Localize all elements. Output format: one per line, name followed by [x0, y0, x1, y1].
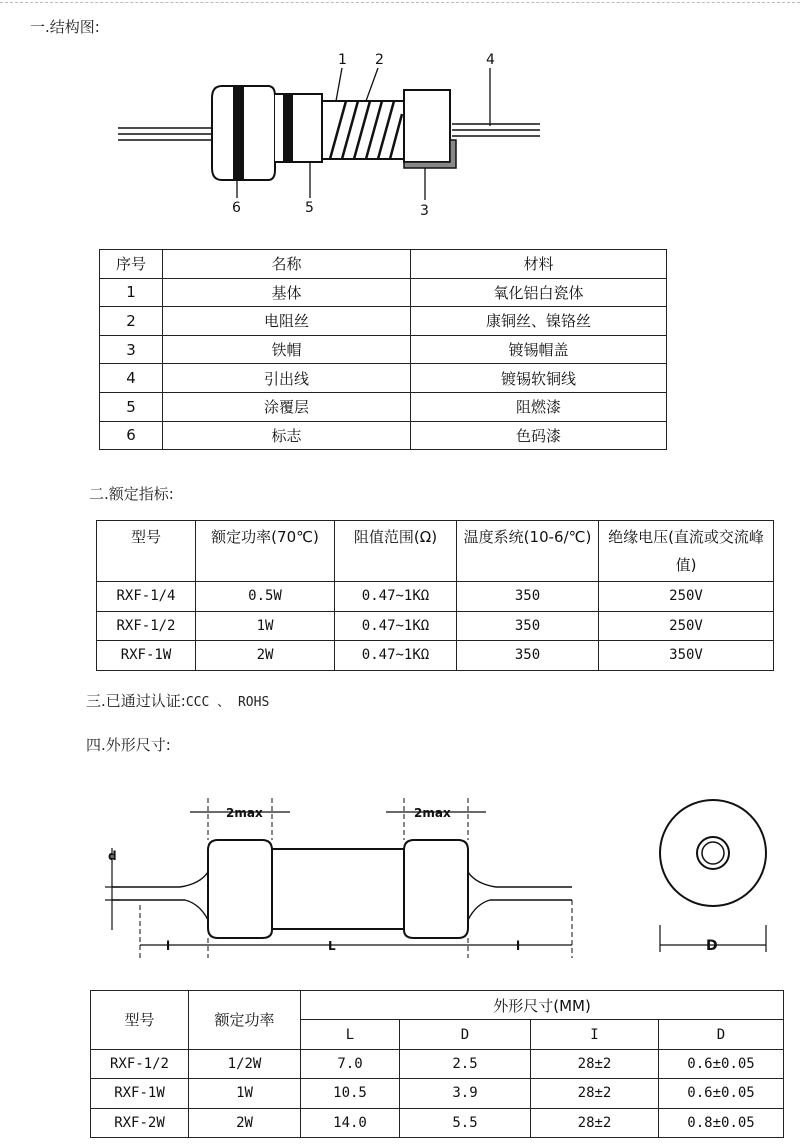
table-row: [91, 1079, 784, 1108]
header-cell: 序号: [100, 250, 163, 279]
table-header-row: [97, 521, 774, 582]
right-end-cap: [404, 90, 450, 162]
table-cell: 28±2: [531, 1108, 659, 1137]
header-cell: 材料: [411, 250, 667, 279]
table-cell: 铁帽: [163, 335, 411, 364]
table-cell: 350: [457, 582, 599, 612]
table-cell: 镀锡帽盖: [411, 335, 667, 364]
table-cell: 5.5: [400, 1108, 531, 1137]
table-cell: RXF-1/2: [97, 611, 196, 641]
table-cell: 250V: [599, 611, 774, 641]
table-cell: RXF-1W: [91, 1079, 189, 1108]
dimension-right-cap: [404, 840, 468, 938]
table-cell: 3.9: [400, 1079, 531, 1108]
color-band-1: [233, 86, 244, 180]
table-cell: 250V: [599, 582, 774, 612]
color-band-2: [283, 94, 293, 162]
header-cell: 型号: [91, 991, 189, 1050]
materials-table: [99, 249, 667, 450]
section-ratings-title: 二.额定指标:: [89, 485, 174, 503]
table-cell: 康铜丝、镍铬丝: [411, 307, 667, 336]
table-cell: 0.6±0.05: [659, 1079, 784, 1108]
header-cell: 额定功率: [189, 991, 301, 1050]
header-cell: 绝缘电压(直流或交流峰值): [599, 521, 774, 582]
callout-2: 2: [375, 52, 384, 68]
label-cap-left: 2max: [226, 806, 263, 820]
table-row: [91, 1108, 784, 1137]
table-cell: 1/2W: [189, 1049, 301, 1078]
table-cell: 镀锡软铜线: [411, 364, 667, 393]
table-cell: RXF-1/2: [91, 1049, 189, 1078]
table-cell: 涂覆层: [163, 392, 411, 421]
header-cell: 额定功率(70℃): [196, 521, 335, 582]
header-cell: 名称: [163, 250, 411, 279]
table-cell: 电阻丝: [163, 307, 411, 336]
table-header-row: [100, 250, 667, 279]
table-cell: 引出线: [163, 364, 411, 393]
table-cell: 28±2: [531, 1049, 659, 1078]
table-cell: 6: [100, 421, 163, 450]
dimension-diagram: [0, 780, 800, 970]
table-cell: 5: [100, 392, 163, 421]
header-cell: 阻值范围(Ω): [335, 521, 457, 582]
section-dimensions-title: 四.外形尺寸:: [86, 736, 171, 754]
table-cell: 0.8±0.05: [659, 1108, 784, 1137]
label-lead-diameter: d: [108, 849, 117, 863]
table-cell: RXF-2W: [91, 1108, 189, 1137]
table-cell: 氧化铝白瓷体: [411, 278, 667, 307]
table-cell: 0.47~1KΩ: [335, 611, 457, 641]
table-cell: 1: [100, 278, 163, 307]
header-cell: I: [531, 1020, 659, 1049]
label-cap-right: 2max: [414, 806, 451, 820]
end-view-diagram: [660, 800, 766, 906]
table-cell: 基体: [163, 278, 411, 307]
table-cell: 350: [457, 641, 599, 671]
table-cell: 0.6±0.05: [659, 1049, 784, 1078]
header-cell: D: [400, 1020, 531, 1049]
header-group-cell: 外形尺寸(MM): [301, 991, 784, 1020]
table-cell: 2: [100, 307, 163, 336]
table-row: [91, 1049, 784, 1078]
table-cell: 2W: [196, 641, 335, 671]
table-cell: RXF-1/4: [97, 582, 196, 612]
label-lead-length-right: l: [516, 939, 521, 953]
section-structure-title: 一.结构图:: [30, 18, 100, 36]
dimension-body: [272, 849, 404, 929]
table-row: [100, 364, 667, 393]
header-cell: D: [659, 1020, 784, 1049]
table-cell: 1W: [196, 611, 335, 641]
table-row: [100, 421, 667, 450]
ratings-table: [96, 520, 774, 671]
header-cell: L: [301, 1020, 400, 1049]
table-cell: 350V: [599, 641, 774, 671]
table-row: [97, 582, 774, 612]
table-cell: 0.47~1KΩ: [335, 641, 457, 671]
table-cell: 阻燃漆: [411, 392, 667, 421]
label-diameter: D: [706, 938, 718, 954]
header-cell: 型号: [97, 521, 196, 582]
table-cell: 14.0: [301, 1108, 400, 1137]
table-cell: 3: [100, 335, 163, 364]
table-cell: 1W: [189, 1079, 301, 1108]
table-row: [97, 641, 774, 671]
section-certification: [86, 690, 269, 711]
dimensions-table: [90, 990, 784, 1138]
table-cell: 标志: [163, 421, 411, 450]
callout-6: 6: [232, 200, 241, 216]
table-row: [100, 278, 667, 307]
table-cell: 色码漆: [411, 421, 667, 450]
table-cell: 10.5: [301, 1079, 400, 1108]
callout-3: 3: [420, 203, 429, 219]
table-cell: 4: [100, 364, 163, 393]
callout-4: 4: [486, 52, 495, 68]
table-cell: 0.47~1KΩ: [335, 582, 457, 612]
table-cell: 2W: [189, 1108, 301, 1137]
table-row: [97, 611, 774, 641]
label-body-length: L: [328, 939, 336, 953]
resistor-structure-diagram: [0, 0, 800, 230]
table-cell: 350: [457, 611, 599, 641]
label-lead-length-left: l: [166, 939, 171, 953]
table-cell: 0.5W: [196, 582, 335, 612]
table-header-row: [91, 991, 784, 1020]
table-row: [100, 307, 667, 336]
dimension-left-cap: [208, 840, 272, 938]
table-cell: 2.5: [400, 1049, 531, 1078]
table-cell: RXF-1W: [97, 641, 196, 671]
table-cell: 7.0: [301, 1049, 400, 1078]
section-certification-title: 三.已通过认证:: [86, 692, 186, 710]
callout-1: 1: [338, 52, 347, 68]
table-row: [100, 392, 667, 421]
table-row: [100, 335, 667, 364]
callout-5: 5: [305, 200, 314, 216]
certification-list: CCC 、 ROHS: [185, 695, 270, 710]
table-cell: 28±2: [531, 1079, 659, 1108]
header-cell: 温度系统(10-6/℃): [457, 521, 599, 582]
